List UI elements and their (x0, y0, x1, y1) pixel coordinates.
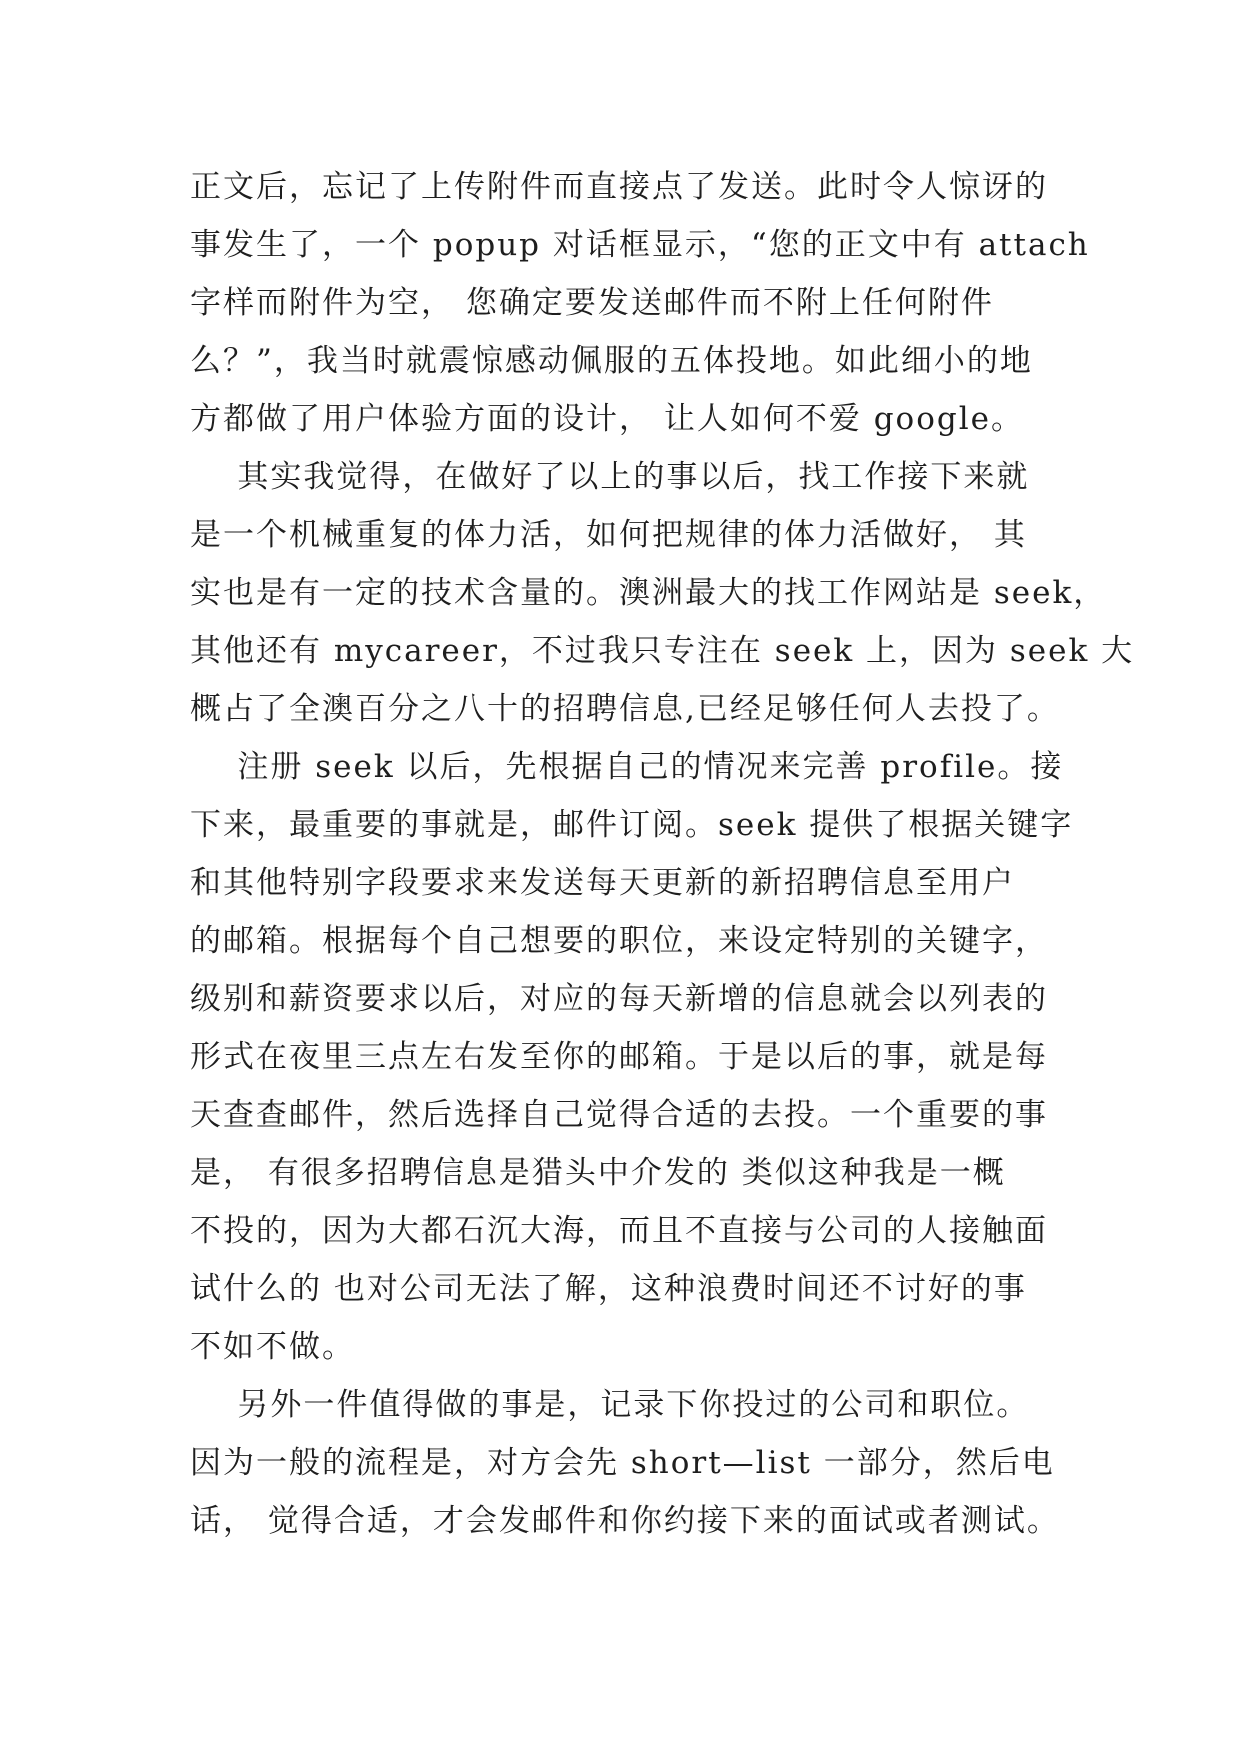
paragraph-1 (190, 158, 1090, 448)
paragraph-3 (190, 738, 1074, 1376)
text-line: 正文后，忘记了上传附件而直接点了发送。此时令人惊讶的 (190, 169, 1048, 205)
text-line: 是， 有很多招聘信息是猎头中介发的 类似这种我是一概 (190, 1155, 1006, 1191)
paragraph-4 (190, 1376, 1060, 1550)
text-line: 形式在夜里三点左右发至你的邮箱。于是以后的事，就是每 (190, 1039, 1048, 1075)
text-line: 事发生了，一个 popup 对话框显示，“您的正文中有 attach (190, 227, 1090, 263)
text-line: 不如不做。 (190, 1329, 355, 1365)
text-line: 下来，最重要的事就是，邮件订阅。seek 提供了根据关键字 (190, 807, 1074, 843)
text-line: 试什么的 也对公司无法了解，这种浪费时间还不讨好的事 (190, 1271, 1027, 1307)
text-line: 不投的，因为大都石沉大海，而且不直接与公司的人接触面 (190, 1213, 1048, 1249)
text-line: 因为一般的流程是，对方会先 short—list 一部分，然后电 (190, 1445, 1055, 1481)
text-line: 另外一件值得做的事是，记录下你投过的公司和职位。 (190, 1387, 1030, 1423)
text-line: 是一个机械重复的体力活，如何把规律的体力活做好， 其 (190, 517, 1027, 553)
text-line: 话， 觉得合适，才会发邮件和你约接下来的面试或者测试。 (190, 1503, 1060, 1539)
text-line: 其他还有 mycareer，不过我只专注在 seek 上，因为 seek 大 (190, 633, 1135, 669)
text-line: 天查查邮件，然后选择自己觉得合适的去投。一个重要的事 (190, 1097, 1048, 1133)
text-line: 和其他特别字段要求来发送每天更新的新招聘信息至用户 (190, 865, 1015, 901)
text-line: 概占了全澳百分之八十的招聘信息,已经足够任何人去投了。 (190, 691, 1060, 727)
text-line: 级别和薪资要求以后，对应的每天新增的信息就会以列表的 (190, 981, 1048, 1017)
document-body (190, 158, 1135, 1550)
text-line: 么？”，我当时就震惊感动佩服的五体投地。如此细小的地 (190, 343, 1033, 379)
text-line: 的邮箱。根据每个自己想要的职位，来设定特别的关键字， (190, 923, 1048, 959)
text-line: 注册 seek 以后，先根据自己的情况来完善 profile。接 (190, 749, 1064, 785)
text-line: 其实我觉得，在做好了以上的事以后，找工作接下来就 (190, 459, 1030, 495)
text-line: 实也是有一定的技术含量的。澳洲最大的找工作网站是 seek， (190, 575, 1107, 611)
text-line: 方都做了用户体验方面的设计， 让人如何不爱 google。 (190, 401, 1024, 437)
text-line: 字样而附件为空， 您确定要发送邮件而不附上任何附件 (190, 285, 994, 321)
paragraph-2 (190, 448, 1135, 738)
